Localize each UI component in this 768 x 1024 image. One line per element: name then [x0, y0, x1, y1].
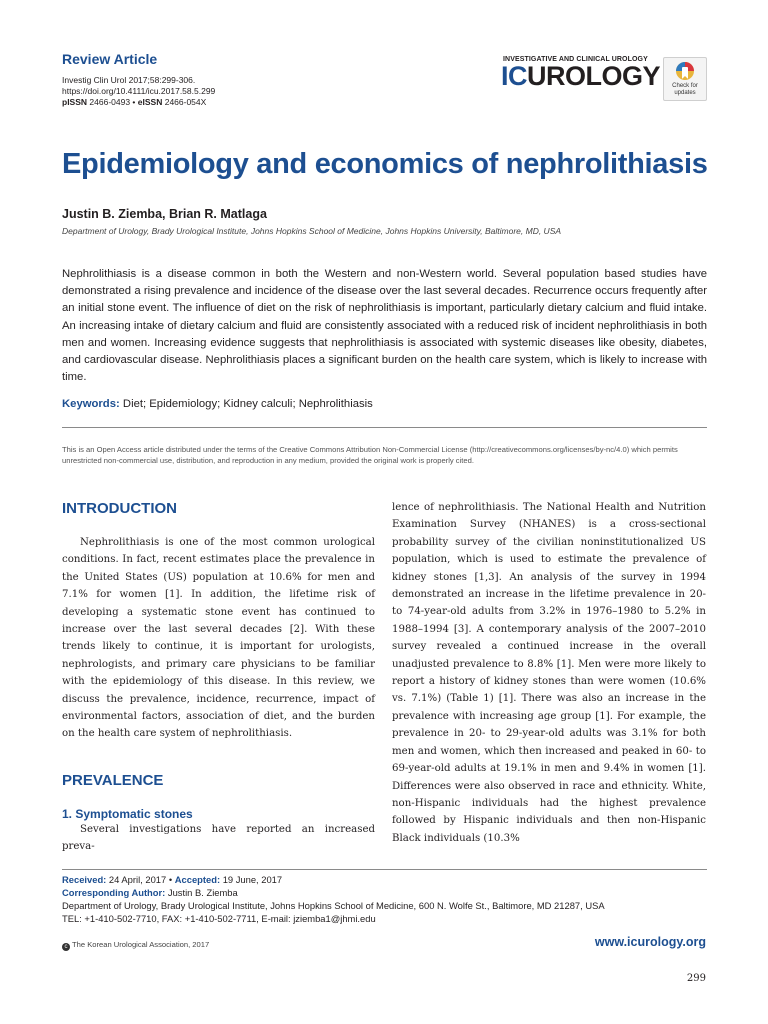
journal-subtitle: INVESTIGATIVE AND CLINICAL UROLOGY: [503, 56, 648, 63]
accepted-date: 19 June, 2017: [222, 874, 283, 885]
authors: Justin B. Ziemba, Brian R. Matlaga: [62, 207, 267, 221]
corresponding-author-line: [62, 887, 238, 899]
corresponding-label: Corresponding Author:: [62, 887, 166, 898]
dates-line: Received: 24 April, 2017 • Accepted: 19 June, 2017: [62, 874, 283, 885]
right-column-text: lence of nephrolithiasis. The National Health and Nutrition Examination Survey (NHANES) is a cross-sectional probability survey of the civilian noninstitutionalized US population, which is used to estimate the prevalence of kidney stones [1,3]. An analysis of the survey in 1994 demonstrated an increase in the lifetime prevalence in 20- to 74-year-old adults from 3.2% in 1976–1980 to 5.2% in 1988–1994 [3]. A contemporary analysis of the 2007–2010 survey revealed a continued increase in the overall unadjusted prevalence to 8.8% [1]. Men were more likely to report a history of kidney stones than were women (10.6% vs. 7.1%) (Table 1) [1]. There was also an increase in the prevalence with increasing age group [1]. For example, the prevalence in 20- to 29-year-old adults was 3.1% for both men and women, which then increased and peaked in 60- to 69-year-old adults at 19.1% in men and 9.4% in women [1]. Differences were also observed in race and ethnicity. White, non-Hispanic individuals had the highest prevalence followed by Hispanic individuals and then non-Hispanic Black individuals (10.3%: [392, 502, 706, 844]
subsection-heading: 1. Symptomatic stones: [62, 807, 193, 821]
doi-link[interactable]: https://doi.org/10.4111/icu.2017.58.5.299: [62, 86, 216, 96]
issn-line: pISSN 2466-0493 • eISSN 2466-054X: [62, 97, 207, 107]
crossmark-icon: [675, 61, 695, 83]
introduction-text: Nephrolithiasis is one of the most common urological conditions. In fact, recent estimates place the prevalence in the United States (US) population at 10.6% for men and 7.1% for women [1]. In addition, the lifetime risk of developing a systematic stone event has continued to increase over the last several decades [2]. With these trends likely to continue, it is important for urologists, nephrologists, and primary care physicians to be familiar with the epidemiology of this disease. In this review, we discuss the prevalence, incidence, recurrence, impact of environmental factors, association of diet, and the burden on the health care system of nephrolithiasis.: [62, 537, 375, 740]
section-heading-introduction: INTRODUCTION: [62, 500, 177, 517]
check-for-updates-badge[interactable]: [663, 57, 707, 101]
copyright-text: The Korean Urological Association, 2017: [72, 940, 210, 949]
eissn-label: eISSN: [137, 97, 163, 107]
affiliation: Department of Urology, Brady Urological Institute, Johns Hopkins School of Medicine, Johns Hopkins University, Baltimore, MD, USA: [62, 226, 562, 236]
license-notice: This is an Open Access article distributed under the terms of the Creative Commons Attribution Non-Commercial License (http://creativecommons.org/licenses/by-nc/4.0) which permits unrestricted non-commercial use, distribution, and reproduction in any medium, provided the original work is properly cited.: [62, 445, 678, 465]
article-title: Epidemiology and economics of nephrolithiasis: [62, 148, 708, 180]
check-badge-line1: Check for: [672, 83, 698, 89]
journal-logo: [501, 62, 660, 90]
page-number: 299: [686, 973, 706, 984]
check-badge-text: [664, 83, 706, 97]
copyright-icon: c: [62, 943, 70, 951]
received-label: Received:: [62, 874, 107, 885]
divider: [62, 427, 707, 428]
abstract: Nephrolithiasis is a disease common in both the Western and non-Western world. Several population based studies have demonstrated a rising prevalence and incidence of the disease over the last several decades. Recurrence occurs frequently after an initial stone event. The influence of diet on the risk of nephrolithiasis is important, particularly dietary calcium and fluid intake. An increasing intake of dietary calcium and fluid are consistently associated with a reduced risk of incident nephrolithiasis in both men and women. Increasing evidence suggests that nephrolithiasis is associated with systemic diseases like obesity, diabetes, and cardiovascular disease. Nephrolithiasis places a significant burden on the health care system, which is likely to increase with time.: [62, 268, 707, 384]
keywords-label: Keywords:: [62, 398, 120, 410]
address-line: Department of Urology, Brady Urological Institute, Johns Hopkins School of Medicine, 600 N. Wolfe St., Baltimore, MD 21287, USA: [62, 900, 605, 911]
eissn-value: 2466-054X: [164, 97, 207, 107]
keywords: [62, 398, 373, 410]
received-date: 24 April, 2017: [108, 874, 167, 885]
pissn-label: pISSN: [62, 97, 88, 107]
contact-line: TEL: +1-410-502-7710, FAX: +1-410-502-7711, E-mail: jziemba1@jhmi.edu: [62, 913, 376, 924]
copyright-line: [62, 940, 209, 951]
check-badge-line2: updates: [674, 90, 696, 96]
keywords-list: Diet; Epidemiology; Kidney calculi; Nephrolithiasis: [122, 398, 373, 410]
corresponding-author: Justin B. Ziemba: [167, 887, 238, 898]
accepted-label: Accepted:: [174, 874, 221, 885]
journal-logo-ic: IC: [501, 61, 527, 91]
prevalence-text-start: Several investigations have reported an increased preva-: [62, 824, 375, 853]
pissn-value: 2466-0493: [89, 97, 131, 107]
article-type-label: Review Article: [62, 51, 158, 67]
footer-divider: [62, 869, 707, 870]
section-heading-prevalence: PREVALENCE: [62, 772, 164, 789]
journal-logo-urology: UROLOGY: [527, 61, 661, 91]
citation-line: Investig Clin Urol 2017;58:299-306.: [62, 75, 196, 85]
website-link[interactable]: www.icurology.org: [594, 935, 706, 949]
